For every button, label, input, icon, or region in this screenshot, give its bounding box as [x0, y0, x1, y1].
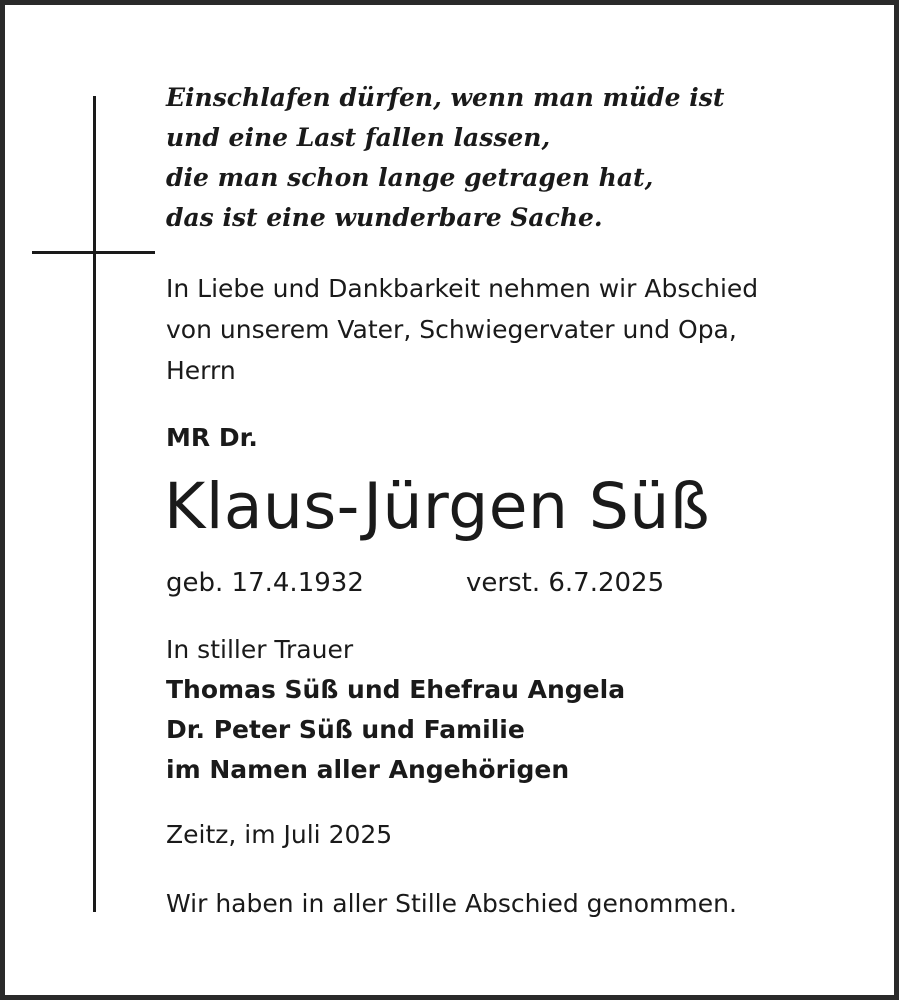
farewell-intro: [166, 268, 758, 391]
mourning-intro: In stiller Trauer: [166, 635, 354, 664]
place-and-date: Zeitz, im Juli 2025: [166, 820, 393, 849]
mourner-name: im Namen aller Angehörigen: [166, 755, 570, 784]
intro-line: In Liebe und Dankbarkeit nehmen wir Abschied: [166, 274, 759, 303]
intro-line: Herrn: [166, 356, 236, 385]
poem-line: die man schon lange getragen hat,: [166, 163, 654, 192]
mourner-name: Dr. Peter Süß und Familie: [166, 715, 525, 744]
poem-line: und eine Last fallen lassen,: [166, 123, 551, 152]
birth-date: geb. 17.4.1932: [166, 568, 364, 598]
cross-horizontal-bar: [32, 251, 155, 254]
mourners-block: [166, 630, 625, 790]
deceased-title: MR Dr.: [166, 423, 258, 452]
intro-line: von unserem Vater, Schwiegervater und Opa,: [166, 315, 737, 344]
death-date: verst. 6.7.2025: [466, 568, 665, 598]
life-dates: [166, 563, 665, 603]
cross-vertical-bar: [93, 96, 96, 912]
poem-verse: [166, 78, 724, 238]
mourner-name: Thomas Süß und Ehefrau Angela: [166, 675, 626, 704]
poem-line: das ist eine wunderbare Sache.: [166, 203, 603, 232]
poem-line: Einschlafen dürfen, wenn man müde ist: [166, 83, 725, 112]
deceased-name: Klaus-Jürgen Süß: [164, 470, 711, 543]
closing-note: Wir haben in aller Stille Abschied genommen.: [166, 889, 737, 918]
